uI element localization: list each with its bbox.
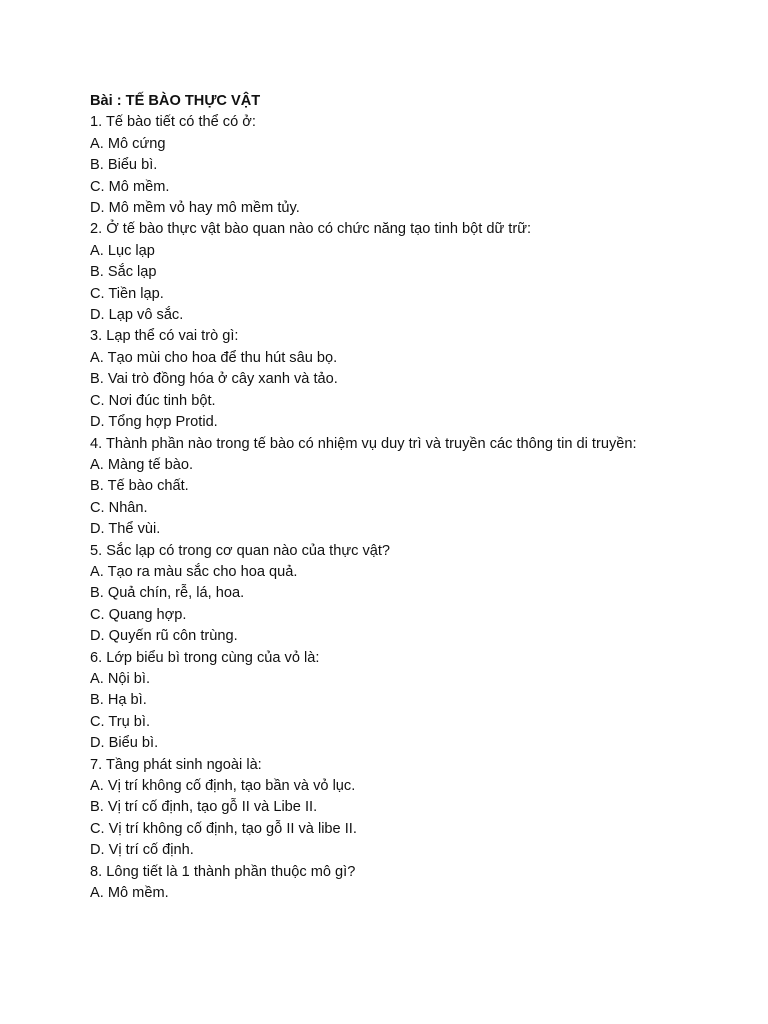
answer-option: A. Mô mềm.: [90, 885, 169, 902]
question-text: 1. Tế bào tiết có thể có ở:: [90, 114, 256, 131]
answer-option: D. Vị trí cố định.: [90, 842, 194, 859]
answer-option: D. Tổng hợp Protid.: [90, 414, 218, 431]
question-1: [90, 112, 730, 219]
answer-option: B. Hạ bì.: [90, 692, 147, 709]
question-text: 2. Ở tế bào thực vật bào quan nào có chức năng tạo tinh bột dữ trữ:: [90, 221, 532, 238]
answer-option: A. Tạo ra màu sắc cho hoa quả.: [90, 563, 298, 580]
answer-option: B. Tế bào chất.: [90, 478, 189, 495]
answer-option: A. Màng tế bào.: [90, 456, 194, 473]
question-text: 5. Sắc lạp có trong cơ quan nào của thực vật?: [90, 542, 391, 559]
question-2: [90, 219, 730, 326]
answer-option: C. Trụ bì.: [90, 713, 151, 730]
answer-option: A. Nội bì.: [90, 670, 151, 687]
answer-option: B. Quả chín, rễ, lá, hoa.: [90, 585, 245, 602]
question-8: [90, 862, 730, 905]
question-7: [90, 755, 730, 862]
answer-option: A. Lục lạp: [90, 242, 155, 259]
question-text: 8. Lông tiết là 1 thành phần thuộc mô gì?: [90, 863, 356, 880]
answer-option: B. Vị trí cố định, tạo gỗ II và Libe II.: [90, 799, 318, 816]
answer-option: D. Mô mềm vỏ hay mô mềm tủy.: [90, 200, 300, 217]
question-text: 4. Thành phần nào trong tế bào có nhiệm vụ duy trì và truyền các thông tin di truyền:: [90, 435, 637, 452]
answer-option: D. Quyến rũ côn trùng.: [90, 628, 238, 645]
answer-option: A. Vị trí không cố định, tạo bần và vỏ lục.: [90, 778, 356, 794]
answer-option: C. Mô mềm.: [90, 178, 170, 195]
document-page: [90, 91, 730, 904]
question-text: 6. Lớp biểu bì trong cùng của vỏ là:: [90, 649, 320, 666]
question-text: 7. Tầng phát sinh ngoài là:: [90, 756, 262, 773]
question-6: [90, 648, 730, 755]
question-4: [90, 434, 730, 541]
answer-option: A. Tạo mùi cho hoa để thu hút sâu bọ.: [90, 349, 338, 366]
answer-option: A. Mô cứng: [90, 135, 166, 152]
question-5: [90, 541, 730, 648]
answer-option: C. Tiền lạp.: [90, 285, 164, 302]
answer-option: D. Lạp vô sắc.: [90, 307, 184, 324]
answer-option: B. Vai trò đồng hóa ở cây xanh và tảo.: [90, 371, 338, 388]
answer-option: C. Vị trí không cố định, tạo gỗ II và libe II.: [90, 820, 357, 837]
answer-option: C. Nơi đúc tinh bột.: [90, 392, 216, 409]
document-title: Bài : TẾ BÀO THỰC VẬT: [90, 93, 261, 109]
answer-option: D. Thể vùi.: [90, 521, 161, 538]
answer-option: B. Sắc lạp: [90, 264, 157, 281]
answer-option: C. Quang hợp.: [90, 606, 187, 623]
question-3: [90, 326, 730, 433]
answer-option: B. Biểu bì.: [90, 157, 158, 174]
answer-option: C. Nhân.: [90, 499, 148, 516]
answer-option: D. Biểu bì.: [90, 735, 159, 752]
question-text: 3. Lạp thể có vai trò gì:: [90, 328, 239, 345]
